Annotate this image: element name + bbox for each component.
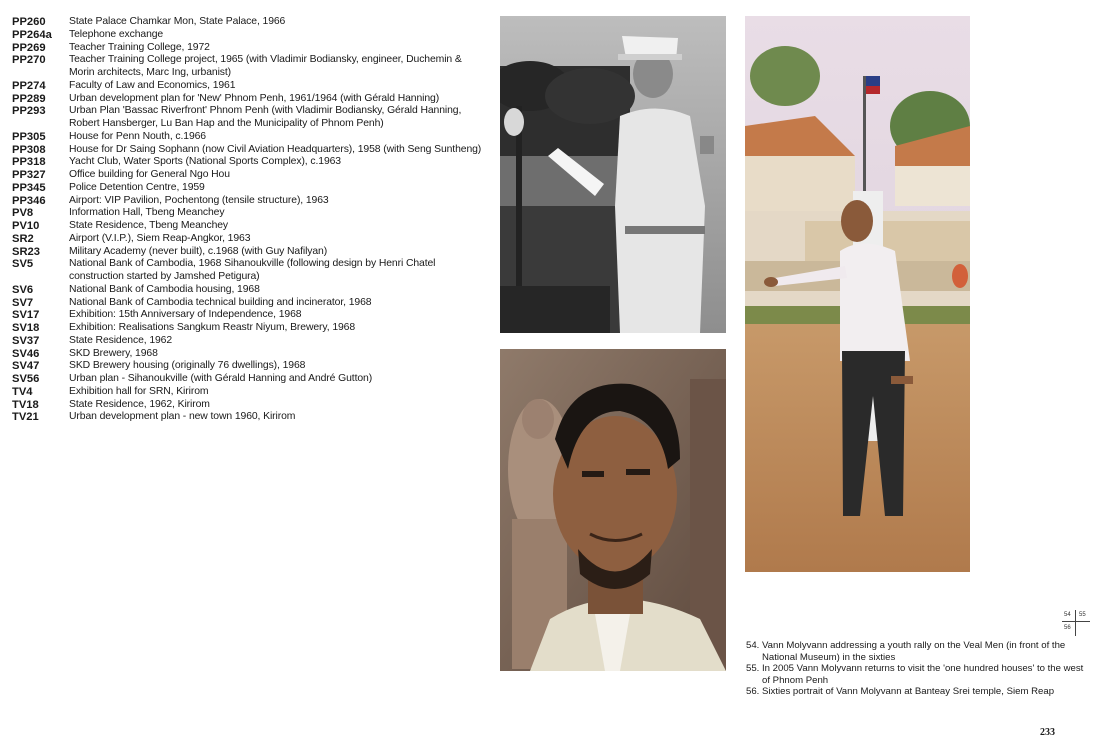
entry-code: PP318 <box>12 156 46 169</box>
entry-code: PP305 <box>12 130 46 143</box>
entry-code: TV4 <box>12 385 33 398</box>
index-entry <box>12 169 482 182</box>
entry-description: Police Detention Centre, 1959 <box>69 181 205 193</box>
index-entry <box>12 144 482 157</box>
index-entry <box>12 399 482 412</box>
index-entry <box>12 258 482 284</box>
photo-youth-rally-image <box>500 16 726 333</box>
entry-description: State Residence, 1962 <box>69 334 173 346</box>
entry-code: SV6 <box>12 283 34 296</box>
entry-code: PV10 <box>12 220 40 232</box>
legend-number-56: 56 <box>1064 625 1071 631</box>
legend-vertical-rule <box>1075 610 1076 636</box>
photo-sixties-portrait <box>500 349 726 671</box>
entry-code: PP264a <box>12 28 52 41</box>
index-entry <box>12 105 482 131</box>
index-entry <box>12 29 482 42</box>
legend-horizontal-rule <box>1062 621 1090 622</box>
photo-youth-rally <box>500 16 726 333</box>
caption-item <box>746 663 1091 686</box>
caption-text: Sixties portrait of Vann Molyvann at Banteay Srei temple, Siem Reap <box>762 686 1055 698</box>
entry-code: TV21 <box>12 411 39 424</box>
entry-description: Military Academy (never built), c.1968 (with Guy Nafilyan) <box>69 245 328 257</box>
entry-code: SV37 <box>12 334 40 347</box>
index-entry <box>12 42 482 55</box>
caption-item <box>746 686 1091 698</box>
entry-code: SV47 <box>12 360 40 373</box>
index-entry <box>12 309 482 322</box>
caption-item <box>746 640 1091 663</box>
entry-description: Urban plan - Sihanoukville (with Gérald Hanning and André Gutton) <box>69 373 373 384</box>
photo-captions <box>746 640 1091 698</box>
index-entry <box>12 93 482 106</box>
entry-description: Yacht Club, Water Sports (National Sports Complex), c.1963 <box>69 156 341 168</box>
caption-number: 56. <box>746 686 760 698</box>
entry-description: Urban development plan - new town 1960, Kirirom <box>69 411 296 423</box>
entry-code: PP345 <box>12 181 46 194</box>
entry-code: SR23 <box>12 245 40 258</box>
photo-2005-visit <box>745 16 970 572</box>
entry-description: House for Dr Saing Sophann (now Civil Aviation Headquarters), 1958 (with Seng Suntheng) <box>69 143 482 155</box>
entry-description: Teacher Training College project, 1965 (with Vladimir Bodiansky, engineer, Duchemin & Morin architects, Marc Ing, urbanist) <box>69 54 462 78</box>
index-entry <box>12 386 482 399</box>
entry-code: PP260 <box>12 16 46 28</box>
index-entry <box>12 297 482 310</box>
entry-description: State Palace Chamkar Mon, State Palace, 1966 <box>69 16 286 27</box>
entry-code: SV46 <box>12 347 40 360</box>
legend-number-55: 55 <box>1079 612 1086 618</box>
entry-description: Urban development plan for 'New' Phnom Penh, 1961/1964 (with Gérald Hanning) <box>69 92 440 104</box>
index-entry <box>12 182 482 195</box>
entry-description: Exhibition: Realisations Sangkum Reastr Niyum, Brewery, 1968 <box>69 322 356 333</box>
index-entry <box>12 195 482 208</box>
entry-code: PP346 <box>12 194 46 207</box>
index-entry <box>12 335 482 348</box>
entry-code: SV7 <box>12 296 34 309</box>
entry-code: PP289 <box>12 92 46 105</box>
photo-2005-visit-image <box>745 16 970 572</box>
index-entry <box>12 360 482 373</box>
caption-number: 55. <box>746 663 760 675</box>
index-entry <box>12 233 482 246</box>
photo-sixties-portrait-image <box>500 349 726 671</box>
index-entry <box>12 80 482 93</box>
entry-code: PP293 <box>12 105 46 118</box>
index-entry <box>12 373 482 386</box>
entry-description: Airport: VIP Pavilion, Pochentong (tensile structure), 1963 <box>69 194 329 206</box>
caption-number: 54. <box>746 640 760 651</box>
entry-code: SV5 <box>12 258 34 271</box>
index-entry <box>12 246 482 259</box>
entry-code: PP308 <box>12 143 46 156</box>
page-number: 233 <box>1040 727 1055 738</box>
caption-text: In 2005 Vann Molyvann returns to visit the 'one hundred houses' to the west of Phnom Penh <box>762 663 1084 686</box>
entry-description: National Bank of Cambodia housing, 1968 <box>69 283 260 295</box>
entry-description: Exhibition: 15th Anniversary of Independence, 1968 <box>69 309 302 321</box>
caption-text: Vann Molyvann addressing a youth rally on the Veal Men (in front of the National Museum) in the sixties <box>762 640 1066 663</box>
entry-description: Urban Plan 'Bassac Riverfront' Phnom Penh (with Vladimir Bodiansky, Gérald Hanning, Robert Hansberger, Lu Ban Hap and the Municipality of Phnom Penh) <box>69 105 462 129</box>
entry-description: SKD Brewery, 1968 <box>69 347 158 359</box>
entry-code: TV18 <box>12 398 39 411</box>
project-index-list <box>12 16 482 424</box>
index-entry <box>12 131 482 144</box>
entry-code: SV17 <box>12 309 40 322</box>
entry-description: Office building for General Ngo Hou <box>69 169 230 180</box>
entry-code: PP274 <box>12 79 46 92</box>
index-entry <box>12 54 482 80</box>
entry-description: Airport (V.I.P.), Siem Reap-Angkor, 1963 <box>69 232 251 244</box>
entry-code: PP327 <box>12 169 46 181</box>
entry-code: SR2 <box>12 232 34 245</box>
entry-description: Exhibition hall for SRN, Kirirom <box>69 385 209 397</box>
entry-description: National Bank of Cambodia, 1968 Sihanoukville (following design by Henri Chatel construction started by Jamshed Petigura) <box>69 258 436 282</box>
index-entry <box>12 156 482 169</box>
entry-description: State Residence, 1962, Kirirom <box>69 398 210 410</box>
entry-description: Faculty of Law and Economics, 1961 <box>69 79 236 91</box>
entry-description: Telephone exchange <box>69 28 164 40</box>
entry-code: SV56 <box>12 373 40 385</box>
index-entry <box>12 322 482 335</box>
legend-number-54: 54 <box>1064 612 1071 618</box>
entry-description: Teacher Training College, 1972 <box>69 41 210 53</box>
entry-description: House for Penn Nouth, c.1966 <box>69 130 206 142</box>
index-entry <box>12 348 482 361</box>
photo-position-legend <box>1062 610 1090 638</box>
entry-code: PP269 <box>12 41 46 54</box>
entry-description: SKD Brewery housing (originally 76 dwellings), 1968 <box>69 360 306 372</box>
entry-code: PP270 <box>12 54 46 67</box>
entry-description: National Bank of Cambodia technical building and incinerator, 1968 <box>69 296 372 308</box>
entry-description: State Residence, Tbeng Meanchey <box>69 220 229 231</box>
index-entry <box>12 220 482 233</box>
index-entry <box>12 411 482 424</box>
entry-code: PV8 <box>12 207 34 220</box>
index-entry <box>12 207 482 220</box>
index-entry <box>12 16 482 29</box>
entry-code: SV18 <box>12 322 40 334</box>
index-entry <box>12 284 482 297</box>
entry-description: Information Hall, Tbeng Meanchey <box>69 207 225 219</box>
